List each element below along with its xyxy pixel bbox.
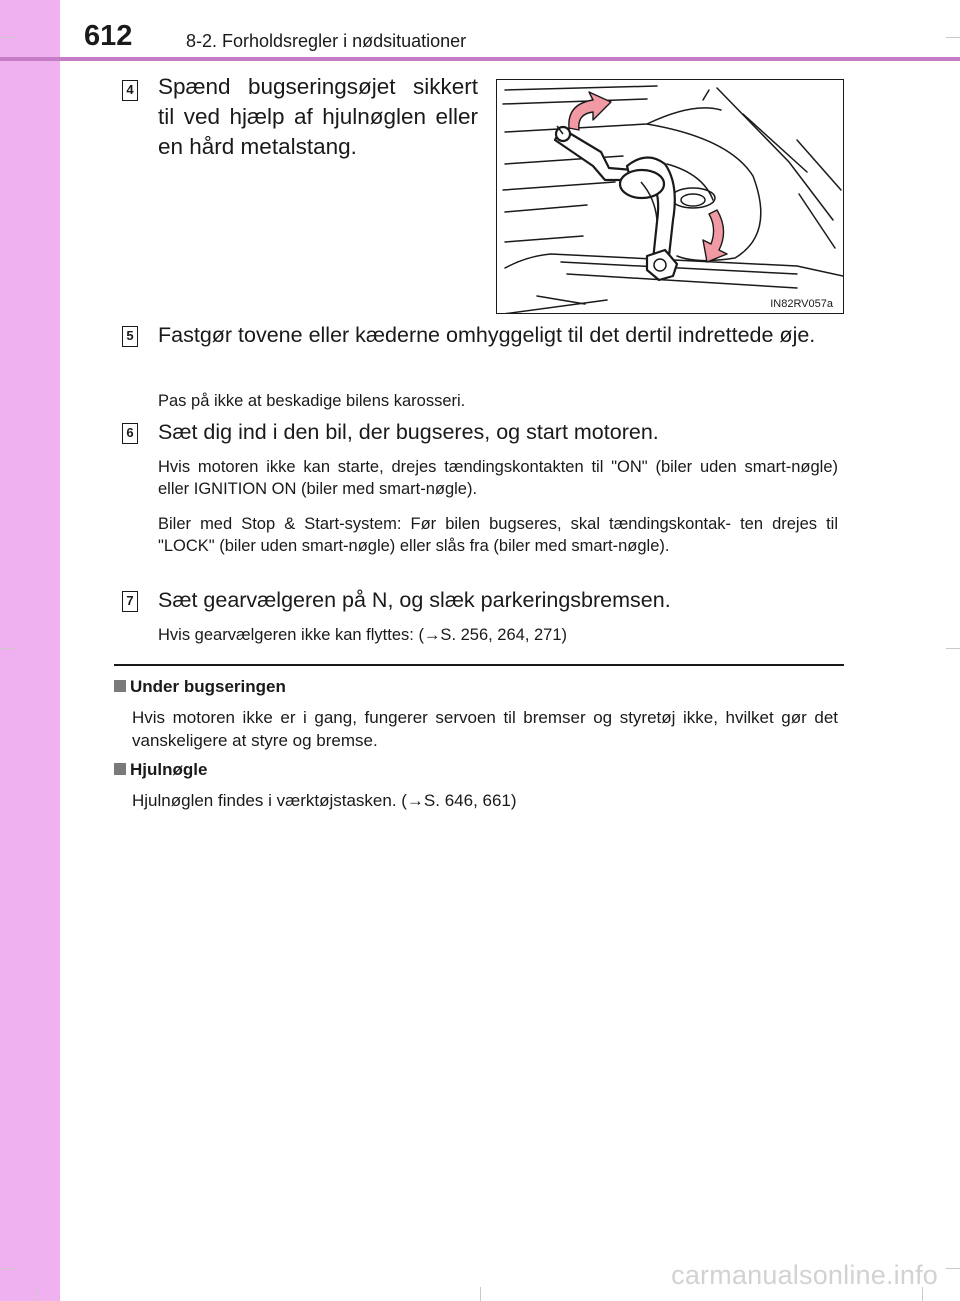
- step-note: Hvis gearvælgeren ikke kan flyttes: (→S. 256, 264, 271): [158, 626, 568, 644]
- crop-mark: [0, 1268, 14, 1269]
- chapter-title: 8-2. Forholdsregler i nødsituationer: [186, 31, 467, 51]
- crop-mark: [0, 648, 14, 649]
- figure-code: IN82RV057a: [770, 298, 833, 310]
- step-number-badge: 4: [122, 80, 138, 101]
- section-body: Hvis motoren ikke er i gang, fungerer servoen til bremser og styretøj ikke, hvilket gør det vanskeligere at styre og bremse.: [132, 708, 838, 750]
- wrench-diagram: [497, 80, 844, 314]
- crop-mark: [946, 648, 960, 649]
- step-note: Hvis motoren ikke kan starte, drejes tændingskontakten til "ON" (biler uden smart-nøgle) eller IGNITION ON (biler med smart-nøgle).: [158, 458, 838, 498]
- step-text: Sæt gearvælgeren på N, og slæk parkeringsbremsen.: [158, 588, 671, 612]
- step-number-badge: 7: [122, 591, 138, 612]
- step-number-badge: 6: [122, 423, 138, 444]
- step-note: Biler med Stop & Start-system: Før bilen bugseres, skal tændingskontak- ten drejes til "LOCK" (biler uden smart-nøgle) eller slås fra (biler med smart-nøgle).: [158, 515, 838, 555]
- section-heading: [114, 677, 286, 697]
- crop-mark: [37, 1287, 38, 1301]
- section-divider: [114, 664, 844, 666]
- step-text: Fastgør tovene eller kæderne omhyggeligt til det dertil indrettede øje.: [158, 323, 816, 347]
- square-bullet-icon: [114, 763, 126, 775]
- page-number: 612: [84, 20, 133, 52]
- square-bullet-icon: [114, 680, 126, 692]
- tow-eye-illustration: [496, 79, 844, 314]
- section-body: Hjulnøglen findes i værktøjstasken. (→S. 646, 661): [132, 791, 517, 810]
- step-note: Pas på ikke at beskadige bilens karosseri.: [158, 392, 466, 410]
- step-text: Sæt dig ind i den bil, der bugseres, og start motoren.: [158, 420, 659, 444]
- section-heading: [114, 760, 207, 780]
- crop-mark: [946, 1268, 960, 1269]
- crop-mark: [0, 37, 14, 38]
- header-rule: [0, 57, 960, 61]
- watermark: carmanualsonline.info: [671, 1260, 938, 1290]
- step-number-badge: 5: [122, 326, 138, 347]
- crop-mark: [946, 37, 960, 38]
- side-band: [0, 0, 60, 1301]
- section-title: Hjulnøgle: [130, 760, 208, 779]
- step-text: Spænd bugseringsøjet sikkert til ved hjælp af hjulnøglen eller en hård metalstang.: [158, 74, 478, 159]
- section-title: Under bugseringen: [130, 677, 286, 696]
- crop-mark: [480, 1287, 481, 1301]
